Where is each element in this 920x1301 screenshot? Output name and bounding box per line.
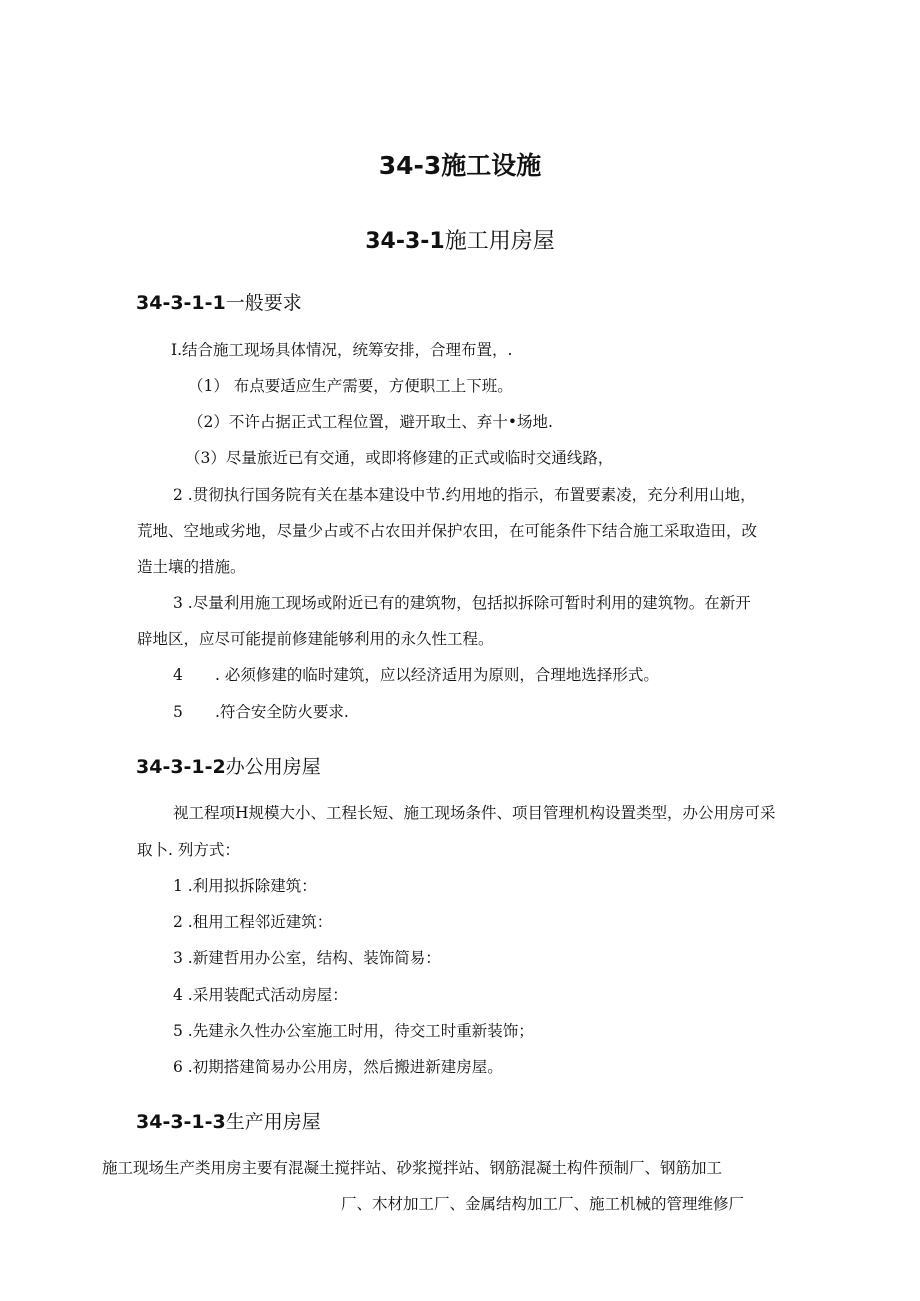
list-item: 5 .先建永久性办公室施工时用，待交工时重新装饰； <box>173 1022 534 1040</box>
section-text: 施工用房屋 <box>444 229 555 254</box>
list-item <box>173 663 659 685</box>
paragraph-line: 荒地、空地或劣地，尽量少占或不占农田并保护农田，在可能条件下结合施工采取造田，改 <box>137 522 758 540</box>
section-heading <box>0 224 920 255</box>
paragraph-line: I.结合施工现场具体情况，统筹安排，合理布置，. <box>171 341 513 359</box>
list-text: . 必须修建的临时建筑，应以经济适用为原则，合理地选择形式。 <box>215 666 659 684</box>
list-item: 1 .利用拟拆除建筑： <box>173 877 317 895</box>
paragraph-line: 造土壤的措施。 <box>137 558 246 576</box>
subsection-heading-general <box>136 288 302 315</box>
list-text: .符合安全防火要求. <box>215 703 349 721</box>
paragraph-line: （3）尽量旅近已有交通，或即将修建的正式或临时交通线路， <box>185 449 614 467</box>
paragraph-line: 2 .贯彻执行国务院有关在基本建设中节.约用地的指示，布置要素凌，充分利用山地， <box>173 486 756 504</box>
subsection-number: 34-3-1-1 <box>136 292 226 314</box>
paragraph-line: （2）不许占据正式工程位置，避开取土、弃十•场地. <box>188 413 553 431</box>
paragraph-line: 厂、木材加工厂、金属结构加工厂、施工机械的管理维修厂 <box>341 1195 745 1213</box>
page-title: 34-3施工设施 <box>378 151 542 180</box>
subsection-text: 生产用房屋 <box>225 1111 321 1133</box>
subsection-number: 34-3-1-3 <box>136 1111 226 1133</box>
list-number: 4 <box>173 666 183 684</box>
paragraph-line: 取卜. 列方式： <box>137 841 240 859</box>
paragraph-line: 视工程项H规模大小、工程长短、施工现场条件、项目管理机构设置类型，办公用房可采 <box>173 804 776 822</box>
paragraph-line: 辟地区，应尽可能提前修建能够利用的永久性工程。 <box>137 630 494 648</box>
paragraph-line: 施工现场生产类用房主要有混凝土搅拌站、砂浆搅拌站、钢筋混凝土构件预制厂、钢筋加工 <box>102 1159 723 1177</box>
list-item: 6 .初期搭建简易办公用房，然后搬进新建房屋。 <box>173 1058 503 1076</box>
list-item: 3 .新建哲用办公室，结构、装饰简易： <box>173 949 441 967</box>
paragraph-line: 3 .尽量利用施工现场或附近已有的建筑物，包括拟拆除可暂时利用的建筑物。在新开 <box>173 594 751 612</box>
section-number: 34-3-1 <box>365 229 445 254</box>
subsection-text: 办公用房屋 <box>225 756 321 778</box>
list-number: 5 <box>173 703 183 721</box>
subsection-number: 34-3-1-2 <box>136 756 226 778</box>
paragraph-line: （1） 布点要适应生产需要，方便职工上下班。 <box>188 377 513 395</box>
subsection-text: 一般要求 <box>225 292 302 314</box>
list-item: 2 .租用工程邻近建筑： <box>173 913 333 931</box>
list-item: 4 .采用装配式活动房屋： <box>173 986 348 1004</box>
subsection-heading-production <box>136 1107 321 1134</box>
list-item <box>173 700 349 722</box>
subsection-heading-office <box>136 752 321 779</box>
